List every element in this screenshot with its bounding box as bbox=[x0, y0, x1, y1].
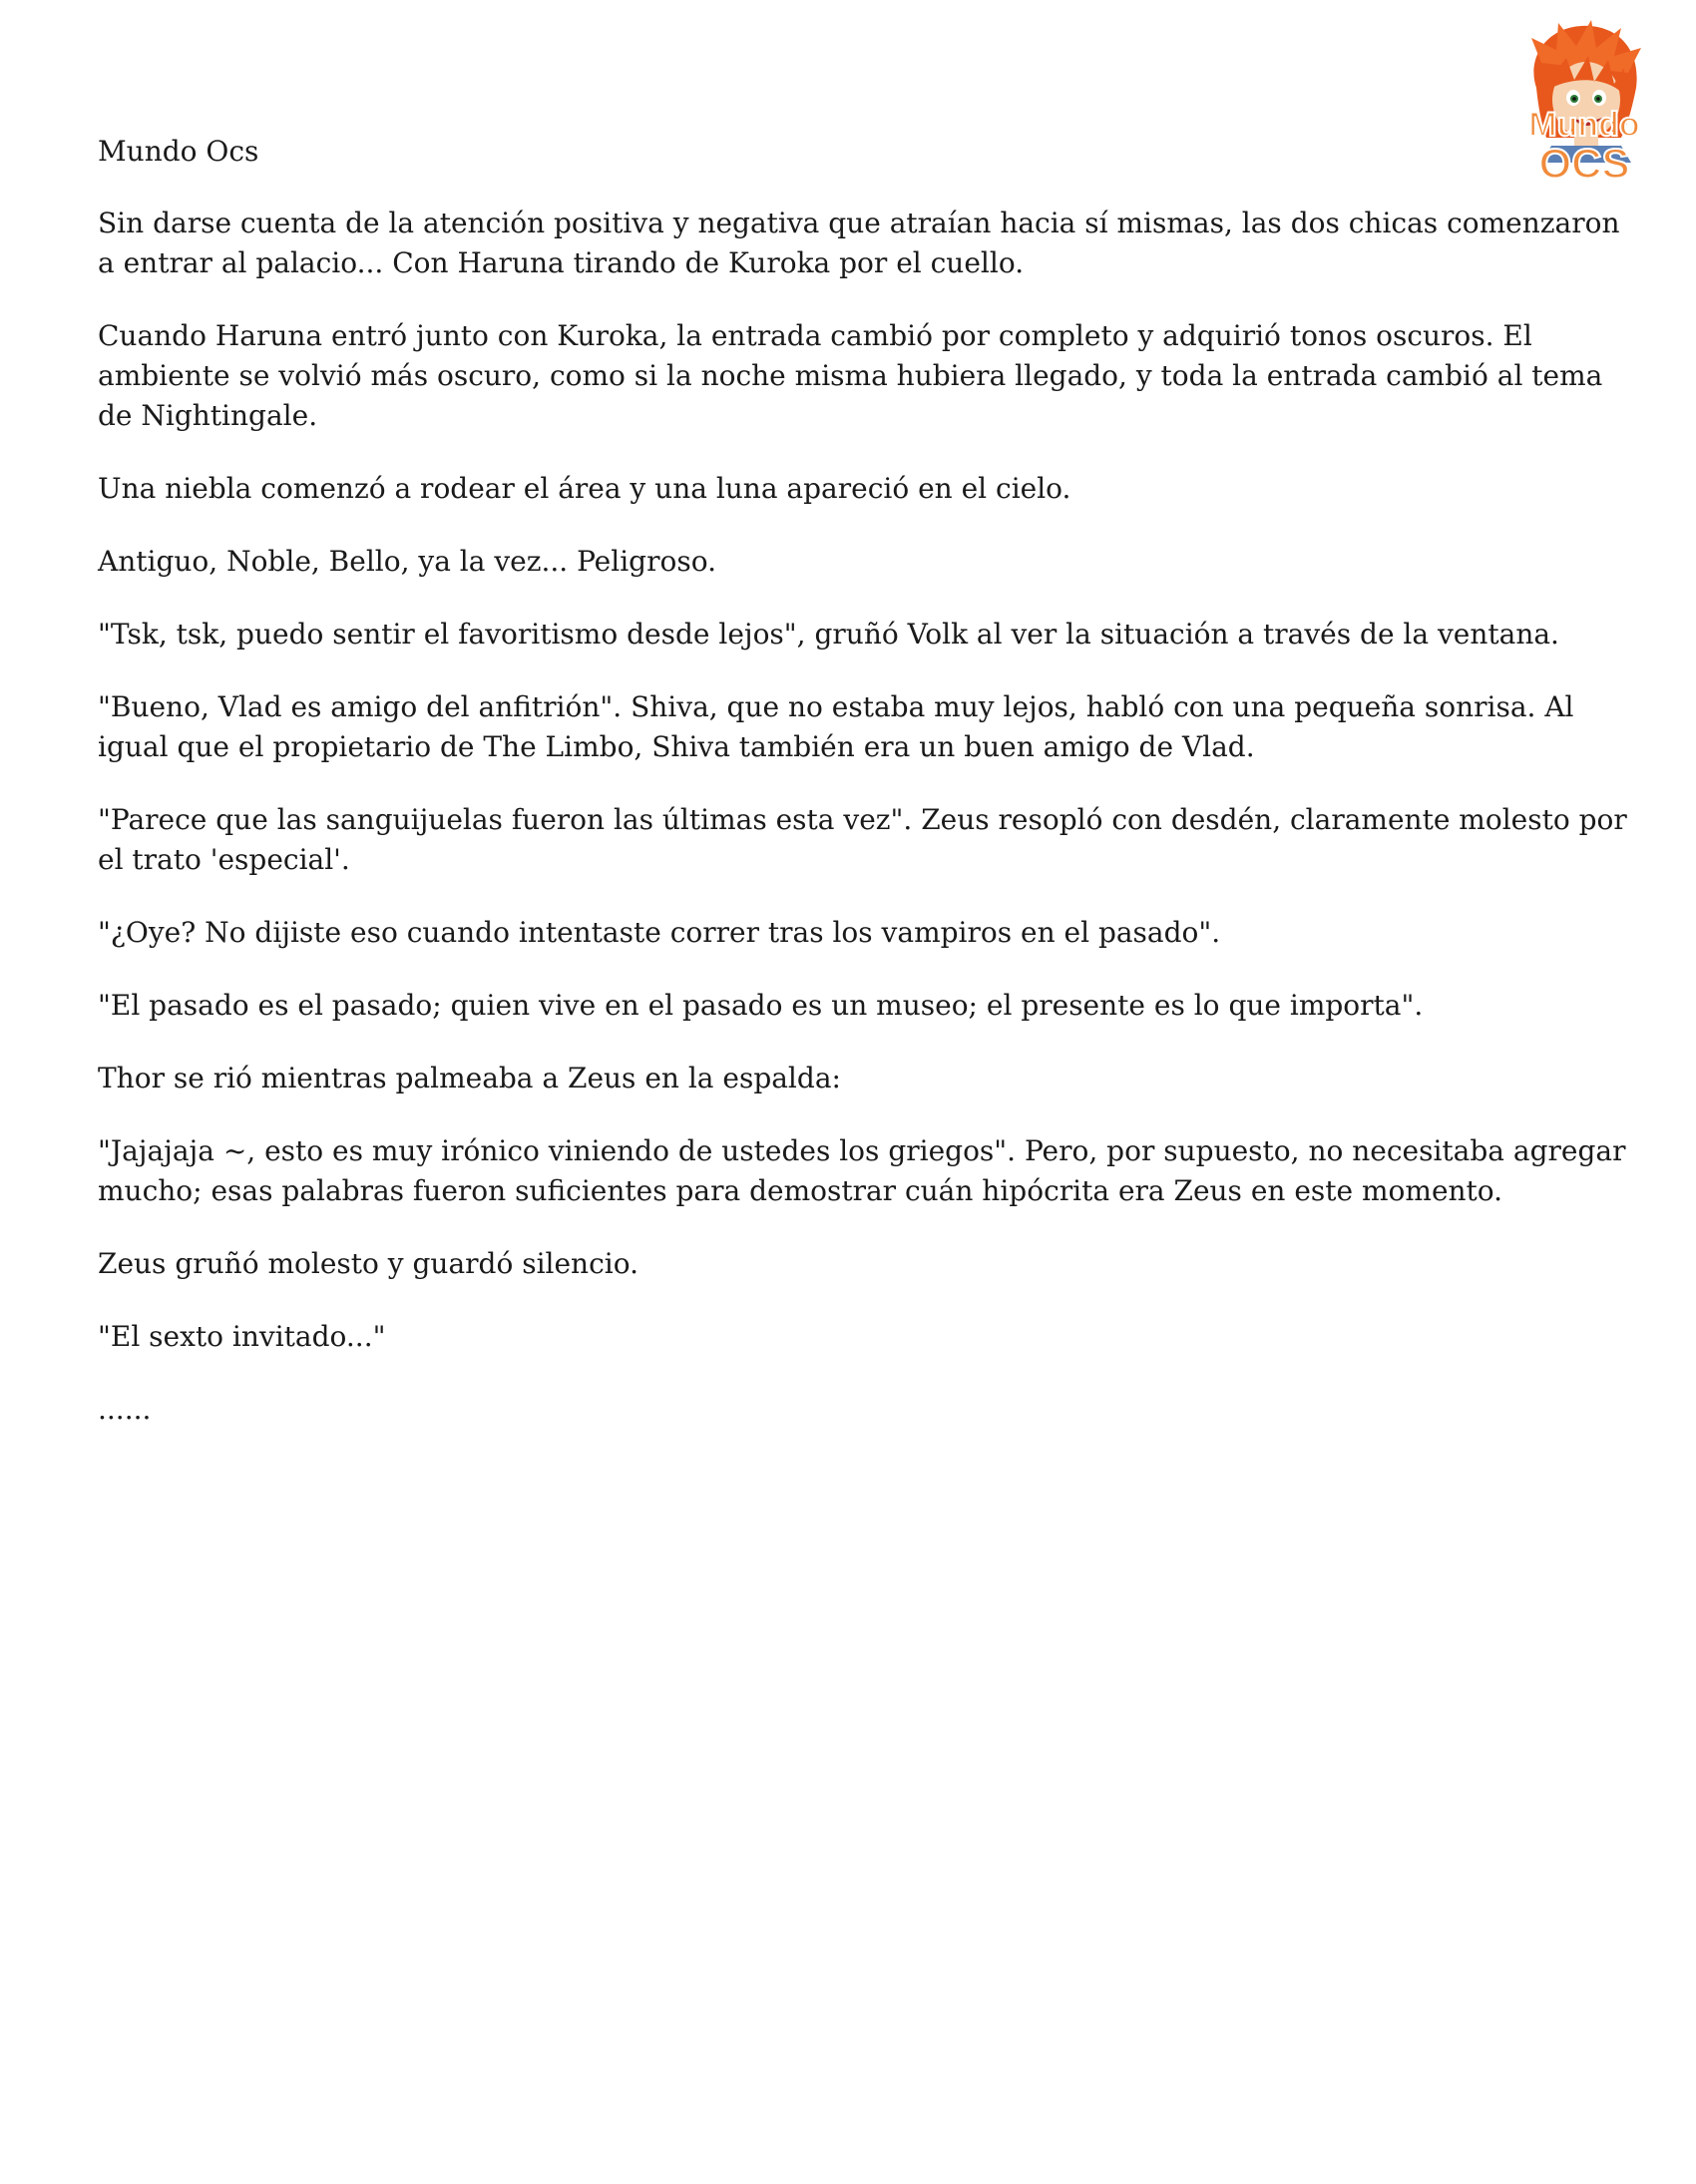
paragraph: Cuando Haruna entró junto con Kuroka, la entrada cambió por completo y adquirió tonos oscuros. El ambiente se volvió más oscuro, como si la noche misma hubiera llegado, y toda la entrada cambió al tema de Nightingale. bbox=[98, 319, 1603, 432]
paragraph: Zeus gruñó molesto y guardó silencio. bbox=[98, 1247, 638, 1280]
paragraph: "El pasado es el pasado; quien vive en el pasado es un museo; el presente es lo que importa". bbox=[98, 989, 1424, 1022]
paragraph: "Parece que las sanguijuelas fueron las últimas esta vez". Zeus resopló con desdén, claramente molesto por el trato 'especial'. bbox=[98, 803, 1627, 876]
paragraph: Una niebla comenzó a rodear el área y una luna apareció en el cielo. bbox=[98, 472, 1071, 505]
paragraph: ...... bbox=[98, 1393, 152, 1426]
paragraph: Sin darse cuenta de la atención positiva y negativa que atraían hacia sí mismas, las dos chicas comenzaron a entrar al palacio... Con Haruna tirando de Kuroka por el cuello. bbox=[98, 207, 1620, 279]
svg-text:Mundo: Mundo bbox=[1528, 106, 1640, 144]
paragraph: "El sexto invitado..." bbox=[98, 1320, 386, 1353]
paragraph: Antiguo, Noble, Bello, ya la vez... Peligroso. bbox=[98, 545, 716, 578]
paragraph: "Jajajaja ~, esto es muy irónico viniendo de ustedes los griegos". Pero, por supuesto, no necesitaba agregar mucho; esas palabras fueron suficientes para demostrar cuán hipócrita era Zeus en este momento. bbox=[98, 1134, 1626, 1207]
paragraph: Thor se rió mientras palmeaba a Zeus en la espalda: bbox=[98, 1062, 841, 1094]
paragraph: "¿Oye? No dijiste eso cuando intentaste correr tras los vampiros en el pasado". bbox=[98, 916, 1221, 949]
document-body bbox=[98, 132, 1639, 1463]
document-title: Mundo Ocs bbox=[98, 135, 259, 168]
paragraph: "Tsk, tsk, puedo sentir el favoritismo desde lejos", gruñó Volk al ver la situación a través de la ventana. bbox=[98, 618, 1559, 651]
svg-text:OCS: OCS bbox=[1538, 140, 1630, 187]
paragraph: "Bueno, Vlad es amigo del anfitrión". Shiva, que no estaba muy lejos, habló con una pequeña sonrisa. Al igual que el propietario de The Limbo, Shiva también era un buen amigo de Vlad. bbox=[98, 690, 1574, 763]
